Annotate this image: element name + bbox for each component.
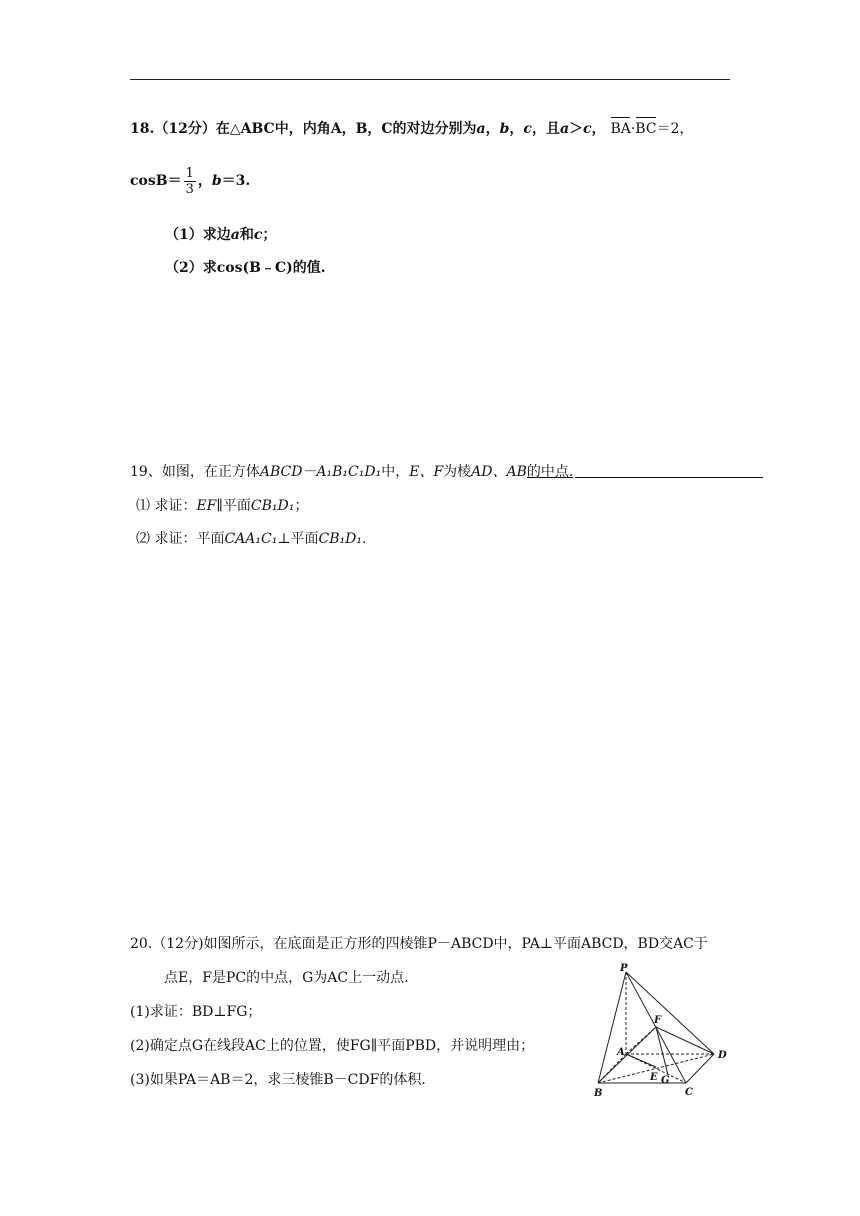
q20-part3: (3)如果PA＝AB＝2，求三棱锥B－CDF的体积.: [130, 1072, 426, 1088]
var-c: c: [583, 121, 592, 137]
edge-pb: [598, 972, 626, 1083]
var-b: b: [211, 173, 222, 189]
var-a: a: [230, 227, 240, 243]
q19-lead-text: 19、如图，在正方体: [130, 464, 260, 480]
b-value: ＝3.: [221, 173, 251, 189]
sep: 中，: [381, 464, 410, 480]
q18-line1: [130, 120, 693, 138]
fraction-numerator: 1: [185, 165, 194, 181]
plane-caa1c1: CAA₁C₁: [224, 531, 278, 547]
plane-cb1d1: CB₁D₁: [250, 498, 295, 514]
label-c: C: [685, 1087, 693, 1098]
sep: .: [361, 531, 367, 547]
edge-ae: [626, 1054, 656, 1067]
line-ef: EF: [196, 498, 217, 514]
sep: ；: [294, 498, 309, 514]
edge-pd: [626, 972, 714, 1054]
part-lead: ⑵ 求证：平面: [136, 531, 225, 547]
var-c: c: [253, 227, 263, 243]
q18-part1: [165, 226, 276, 244]
label-d: D: [718, 1050, 727, 1061]
part-lead: ⑴ 求证：: [136, 498, 197, 514]
label-p: P: [620, 963, 628, 974]
label-e: E: [650, 1072, 658, 1083]
var-c: c: [523, 121, 532, 137]
equals-two: ＝2，: [656, 121, 694, 137]
q20-line1: 20.（12分)如图所示，在底面是正方形的四棱锥P－ABCD中，PA⊥平面ABCD，BD交AC于: [130, 936, 708, 952]
edges-ad-ab: AD、AB: [471, 464, 527, 480]
gt-symbol: ＞: [569, 121, 584, 137]
pyramid-figure: [590, 962, 736, 1102]
sep: ，: [197, 173, 212, 189]
vector-bc: BC: [635, 121, 657, 137]
sep: ；: [262, 227, 277, 243]
q20-line2: 点E，F是PC的中点，G为AC上一动点.: [164, 970, 409, 986]
underline-blank: [575, 465, 763, 478]
label-a: A: [617, 1047, 625, 1058]
q19-part2: [136, 530, 366, 548]
plane-cb1d1: CB₁D₁: [318, 531, 362, 547]
var-a: a: [476, 121, 486, 137]
label-f: F: [654, 1015, 662, 1026]
header-rule: [130, 79, 730, 80]
vector-ba: BA: [610, 121, 631, 137]
q18-mid-text: ，且: [531, 121, 560, 137]
var-b: b: [499, 121, 510, 137]
label-b: B: [594, 1088, 603, 1099]
edge-cd: [686, 1054, 714, 1083]
part-lead: （1）求边: [165, 227, 231, 243]
q20-part1: (1)求证：BD⊥FG；: [130, 1004, 262, 1020]
q18-part2: （2）求cos(B﹣C)的值.: [165, 260, 326, 276]
label-g: G: [661, 1075, 670, 1086]
edge-df: [656, 1027, 714, 1054]
q19-mid-text: 为棱: [443, 464, 472, 480]
q19-part1: [136, 497, 308, 515]
cosb-label: cosB＝: [130, 173, 182, 189]
cube-name: ABCD－A₁B₁C₁D₁: [259, 464, 382, 480]
and-text: 和: [239, 227, 254, 243]
perpendicular-plane-text: ⊥平面: [277, 531, 319, 547]
q18-line2: [130, 164, 250, 198]
points-ef: E、F: [409, 464, 444, 480]
var-a: a: [559, 121, 570, 137]
q19-stem: [130, 463, 763, 481]
q19-end-text: 的中点.: [526, 464, 574, 480]
parallel-plane-text: ∥平面: [216, 498, 251, 514]
sep: ，: [591, 121, 606, 137]
fraction-one-third: [184, 166, 196, 197]
dot-operator: ·: [630, 121, 636, 137]
sep: ，: [509, 121, 524, 137]
q20-part2: (2)确定点G在线段AC上的位置，使FG∥平面PBD，并说明理由；: [130, 1038, 535, 1054]
q18-lead-text: 18.（12分）在△ABC中，内角A，B，C的对边分别为: [130, 121, 477, 137]
fraction-denominator: 3: [185, 181, 194, 197]
sep: ，: [485, 121, 500, 137]
